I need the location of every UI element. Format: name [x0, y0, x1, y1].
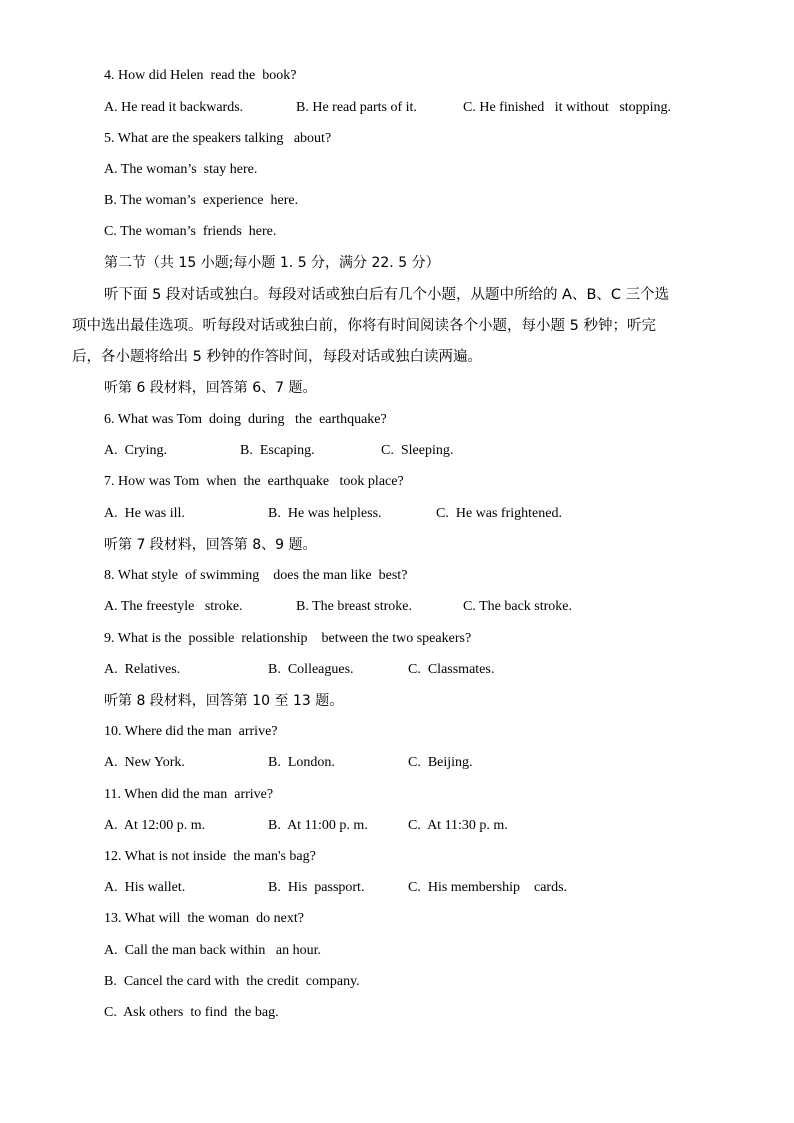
question-5-option-c: C. The woman’s friends here.	[104, 224, 277, 239]
question-12-option-b: B. His passport.	[268, 880, 365, 895]
question-12-stem: 12. What is not inside the man's bag?	[104, 849, 316, 864]
question-5-stem: 5. What are the speakers talking about?	[104, 131, 332, 146]
question-5-option-a: A. The woman’s stay here.	[104, 162, 258, 177]
question-12-option-c: C. His membership cards.	[408, 880, 568, 895]
question-9-option-c: C. Classmates.	[408, 662, 495, 677]
question-10-option-b: B. London.	[268, 755, 335, 770]
material-6-heading: 听第 6 段材料，回答第 6、7 题。	[104, 380, 317, 396]
question-9-option-b: B. Colleagues.	[268, 662, 354, 677]
question-4-option-c: C. He finished it without stopping.	[463, 100, 672, 115]
section-2-instructions-line-1: 听下面 5 段对话或独白。每段对话或独白后有几个小题，从题中所给的 A、B、C 三个选	[104, 287, 670, 303]
question-13-option-b: B. Cancel the card with the credit company.	[104, 974, 360, 989]
question-8-option-b: B. The breast stroke.	[296, 599, 412, 614]
material-7-heading: 听第 7 段材料，回答第 8、9 题。	[104, 537, 317, 553]
question-7-stem: 7. How was Tom when the earthquake took place?	[104, 474, 404, 489]
question-13-stem: 13. What will the woman do next?	[104, 911, 304, 926]
question-4-option-b: B. He read parts of it.	[296, 100, 417, 115]
question-11-option-c: C. At 11:30 p. m.	[408, 818, 508, 833]
question-4-option-a: A. He read it backwards.	[104, 100, 244, 115]
question-7-option-a: A. He was ill.	[104, 506, 185, 521]
question-5-option-b: B. The woman’s experience here.	[104, 193, 299, 208]
question-4-stem: 4. How did Helen read the book?	[104, 68, 297, 83]
question-10-option-c: C. Beijing.	[408, 755, 473, 770]
question-12-option-a: A. His wallet.	[104, 880, 186, 895]
question-9-stem: 9. What is the possible relationship between the two speakers?	[104, 631, 472, 646]
question-11-stem: 11. When did the man arrive?	[104, 787, 274, 802]
question-13-option-c: C. Ask others to find the bag.	[104, 1005, 279, 1020]
section-2-instructions-line-2: 项中选出最佳选项。听每段对话或独白前，你将有时间阅读各个小题，每小题 5 秒钟；听完	[72, 318, 656, 334]
question-10-option-a: A. New York.	[104, 755, 185, 770]
question-6-option-b: B. Escaping.	[240, 443, 315, 458]
question-6-stem: 6. What was Tom doing during the earthquake?	[104, 412, 387, 427]
question-8-stem: 8. What style of swimming does the man like best?	[104, 568, 408, 583]
question-10-stem: 10. Where did the man arrive?	[104, 724, 278, 739]
section-2-instructions-line-3: 后，各小题将给出 5 秒钟的作答时间，每段对话或独白读两遍。	[72, 349, 482, 365]
question-11-option-b: B. At 11:00 p. m.	[268, 818, 368, 833]
question-11-option-a: A. At 12:00 p. m.	[104, 818, 206, 833]
section-2-heading: 第二节（共 15 小题;每小题 1. 5 分，满分 22. 5 分）	[104, 255, 440, 271]
question-8-option-a: A. The freestyle stroke.	[104, 599, 243, 614]
question-6-option-c: C. Sleeping.	[381, 443, 454, 458]
question-9-option-a: A. Relatives.	[104, 662, 181, 677]
question-7-option-c: C. He was frightened.	[436, 506, 562, 521]
question-13-option-a: A. Call the man back within an hour.	[104, 943, 321, 958]
question-7-option-b: B. He was helpless.	[268, 506, 382, 521]
question-8-option-c: C. The back stroke.	[463, 599, 572, 614]
question-6-option-a: A. Crying.	[104, 443, 167, 458]
material-8-heading: 听第 8 段材料，回答第 10 至 13 题。	[104, 693, 344, 709]
